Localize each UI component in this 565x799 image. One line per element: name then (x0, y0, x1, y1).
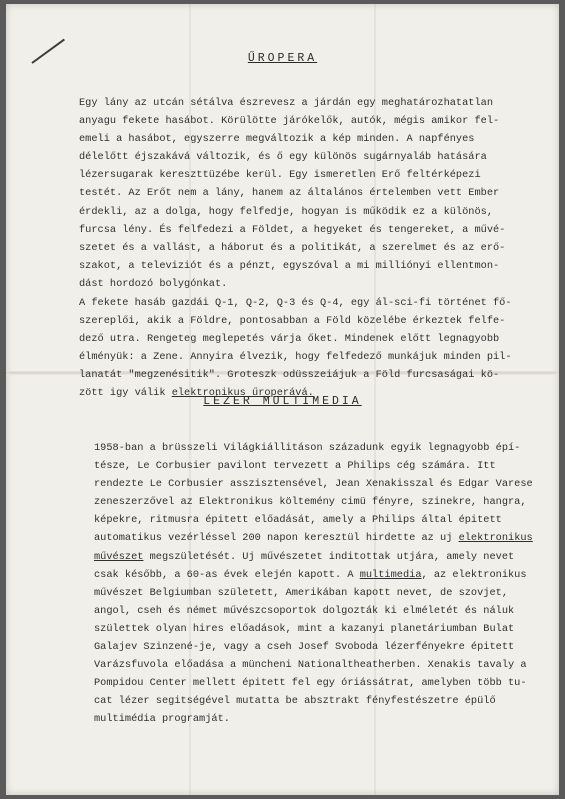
text-line: multimédia programját. (94, 713, 230, 726)
text-line: Egy lány az utcán sétálva észrevesz a járdán egy meghatározhatatlan (79, 97, 494, 109)
text-line: rendezte Le Corbusier asszisztensével, Jean Xenakisszal és Edgar Varese (94, 478, 533, 491)
text-line: emeli a hasábot, egyszerre megváltozik a kép minden. A napfényes (79, 133, 475, 146)
text-line: anyagu fekete hasábot. Körülötte járókelők, autók, mégis amikor fel- (79, 115, 500, 128)
text-line: cat lézer segitségével mutatta be absztrakt fényfestészetre épülő (94, 695, 496, 708)
text-line: Pompidou Center mellett épitett fel egy óriássátrat, amelyben több tu- (94, 677, 527, 690)
text-line: művészet Belgiumban született, Amerikában kapott nevet, de szovjet, (94, 586, 509, 599)
text-line: szereplői, akik a Földre, pontosabban a Föld közelébe érkeztek felfe- (79, 315, 506, 328)
text-line: művészet megszületését. Uj művészetet inditottak utjára, amely nevet (94, 550, 515, 563)
text-line: lanatát "megzenésitik". Groteszk odüsszeiájuk a Föld furcsaságai kö- (79, 369, 500, 382)
text-line: csak később, a 60-as évek elején kapott. A multimedia, az elektronikus (94, 568, 527, 581)
text-line: tésze, Le Corbusier pavilont tervezett a Philips cég számára. Itt (94, 460, 496, 473)
text-line: élményük: a Zene. Annyira élvezik, hogy felfedező munkájuk minden pil- (79, 351, 512, 364)
title-lezer-multimedia: LÉZER MULTIMEDIA (203, 395, 362, 408)
paragraph-intro (79, 94, 505, 293)
text-line: szakot, a televiziót és a pénzt, egyszóval a mi milliónyi ellentmon- (79, 259, 500, 272)
text-line: délelőtt éjszakává változik, és ő egy különös sugárnyaláb hatására (79, 151, 487, 164)
text-line: A fekete hasáb gazdái Q-1, Q-2, Q-3 és Q-4, egy ál-sci-fi történet fő- (79, 297, 512, 309)
paragraph-multimedia-history (94, 439, 533, 729)
text-line: furcsa lény. És felfedezi a Földet, a hegyeket és tengereket, a művé- (79, 223, 506, 236)
text-line: zött igy válik elektronikus űroperává. (79, 387, 314, 400)
text-line: Varázsfuvola előadása a müncheni Nationaltheatherben. Xenakis tavaly a (94, 659, 527, 672)
text-line: angol, cseh és német művészcsoportok dolgozták ki elméletét és náluk (94, 604, 515, 617)
text-line: zeneszerzővel az Elektronikus költemény cimü fényre, szinekre, hangra, (94, 496, 527, 509)
text-line: Galajev Szinzené-je, vagy a cseh Josef Svoboda lézerfényekre épitett (94, 641, 515, 654)
paragraph-black-prism (79, 294, 512, 403)
title-uropera: ŰROPERA (247, 52, 318, 65)
text-line: dást hordozó bolygónkat. (79, 277, 228, 290)
text-line: 1958-ban a brüsszeli Világkiállitáson századunk egyik legnagyobb épí- (94, 442, 521, 454)
text-line: születtek olyan hires előadások, mint a kazanyi planetáriumban Bulat (94, 622, 515, 635)
text-line: testét. Az Erőt nem a lány, hanem az általános értelemben vett Ember (79, 187, 500, 200)
text-line: képekre, ritmusra épitett előadását, amely a Philips által épitett (94, 514, 502, 527)
text-line: dező utra. Rengeteg meglepetés várja őket. Mindenek előtt legnagyobb (79, 333, 500, 346)
text-line: érdekli, az a dolga, hogy felfedje, hogyan is működik ez a különös, (79, 205, 494, 218)
document-page (6, 4, 559, 795)
text-line: lézersugarak kereszttüzébe kerül. Egy ismeretlen Erő feltérképezi (79, 169, 481, 182)
text-line: automatikus vezérléssel 200 napon keresztül hirdette az uj elektronikus (94, 532, 533, 545)
text-line: szetet és a vallást, a háborut és a politikát, a szerelmet és az erő- (79, 241, 506, 254)
